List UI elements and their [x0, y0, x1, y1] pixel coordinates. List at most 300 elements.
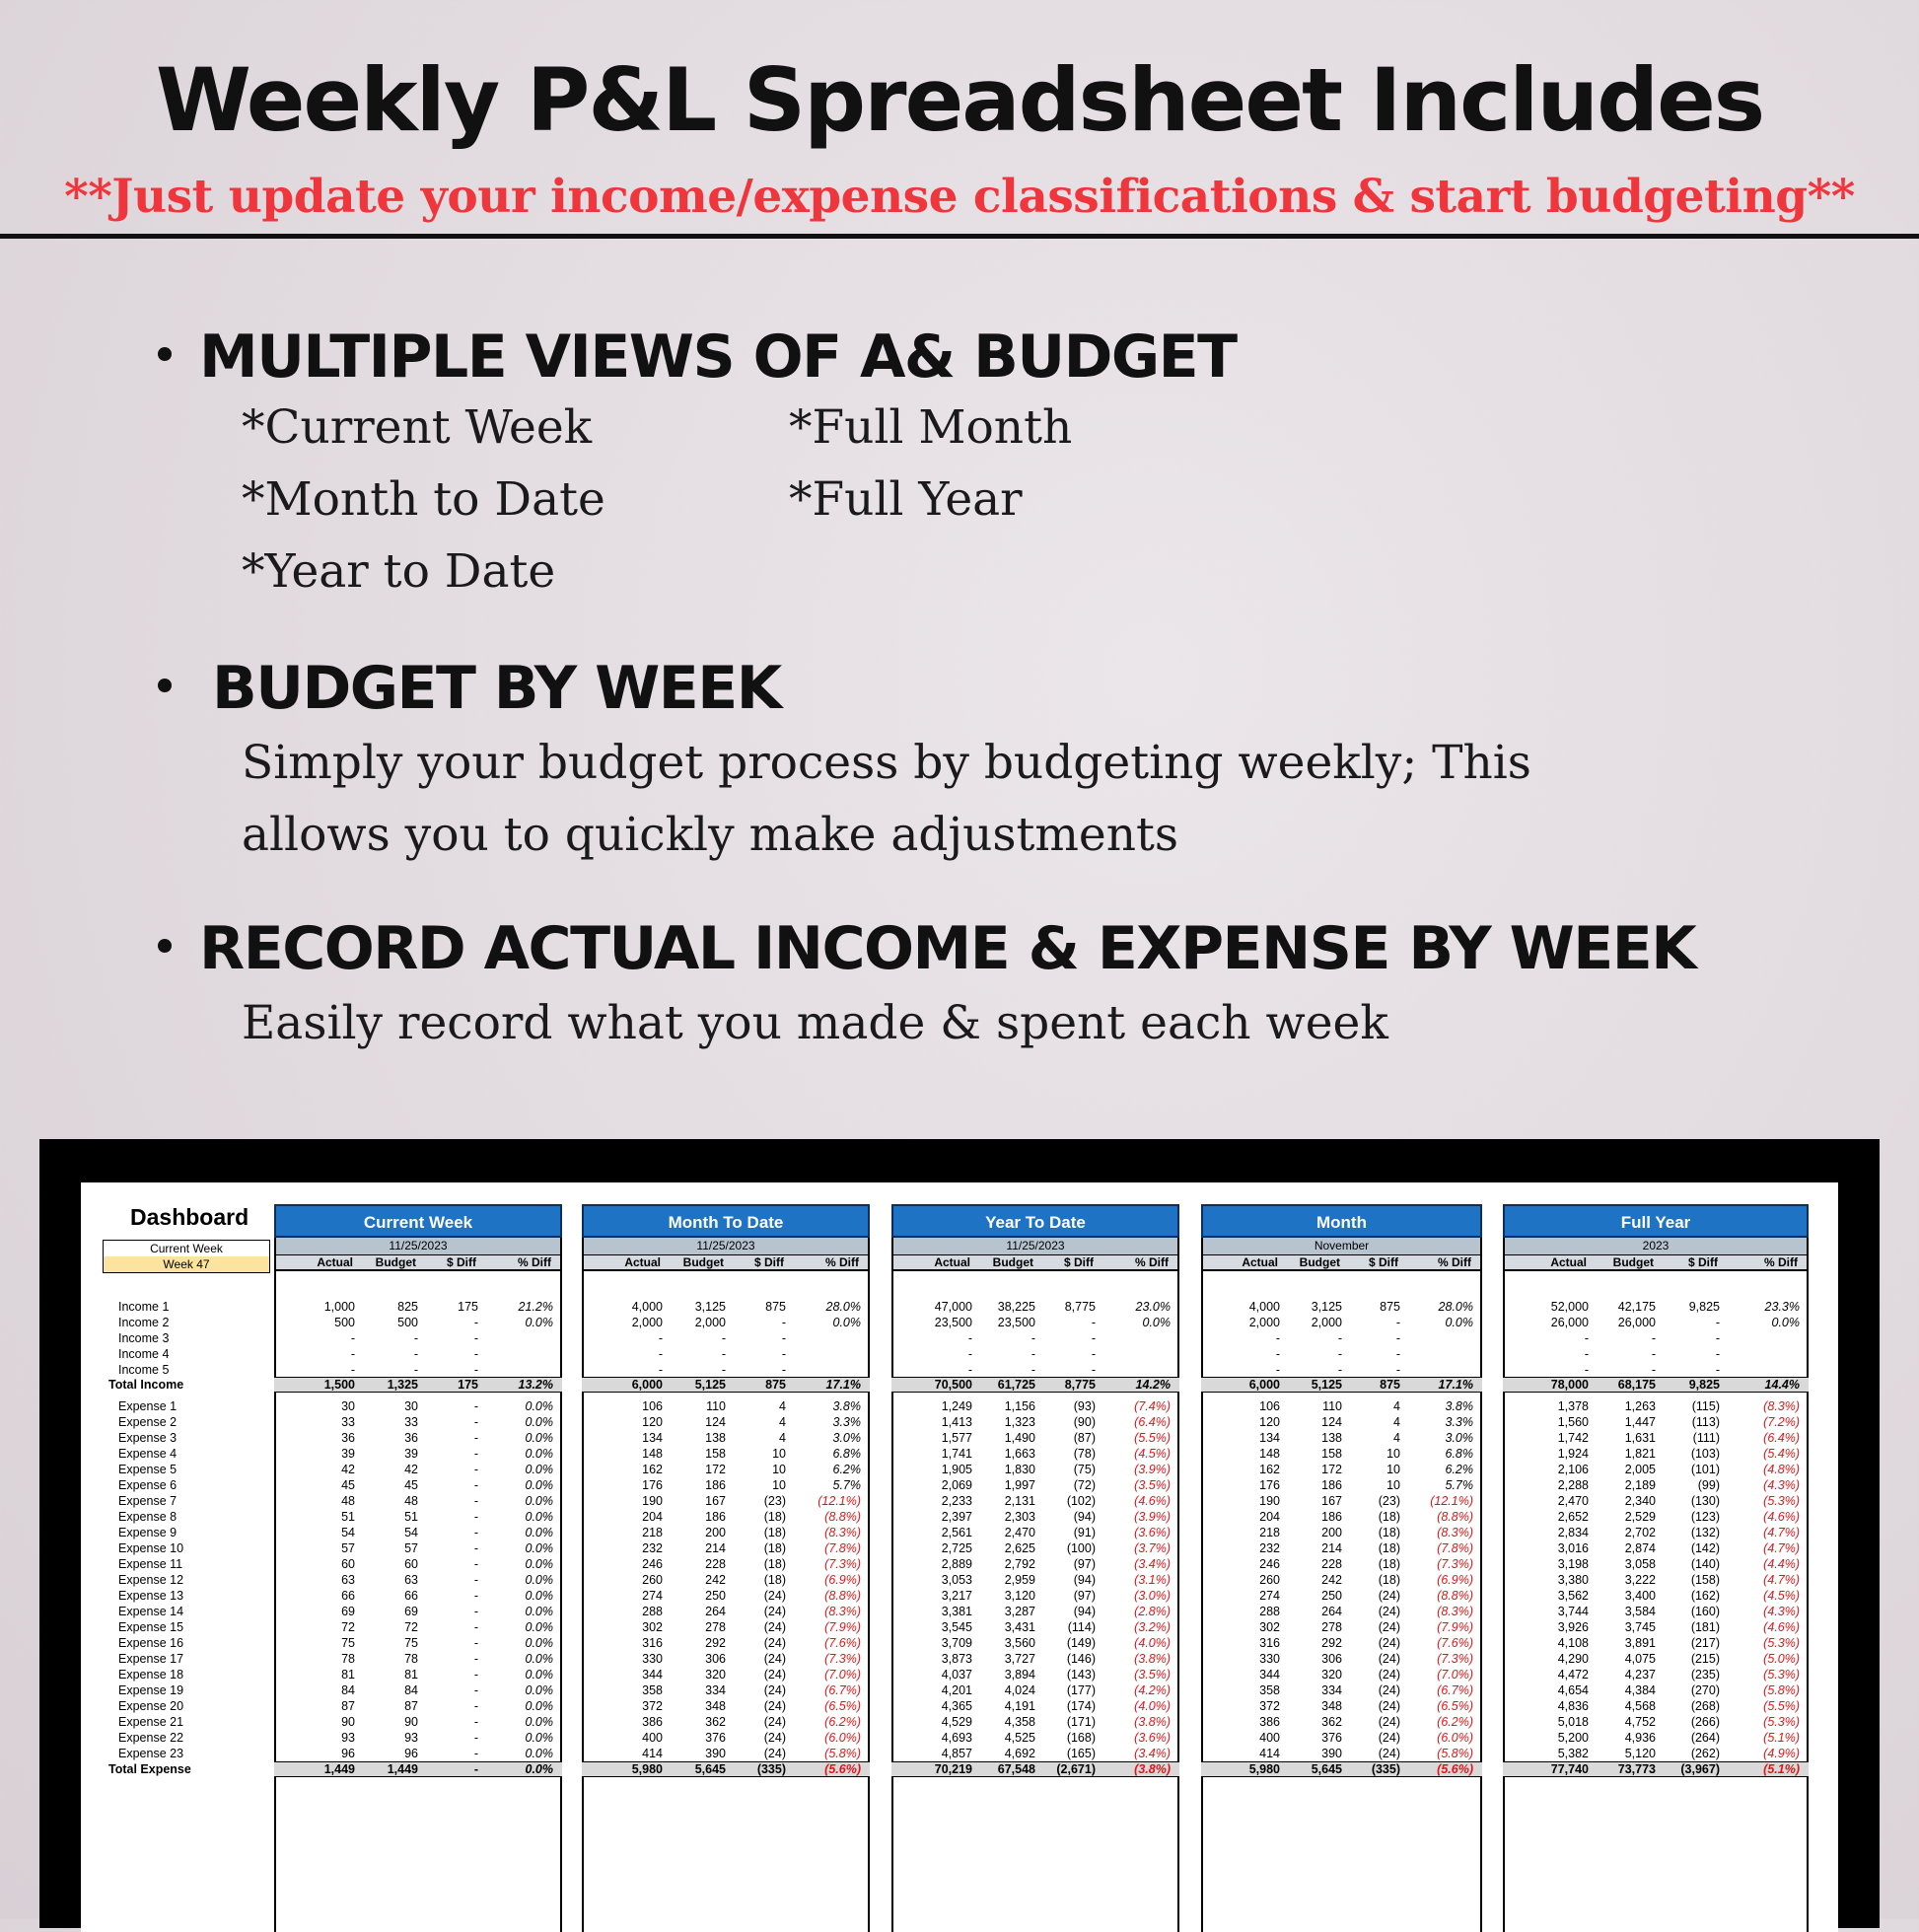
table-cell: - [967, 1363, 972, 1377]
table-cell: (7.0%) [1437, 1668, 1473, 1682]
table-cell: 292 [705, 1636, 726, 1650]
table-cell: (18) [1378, 1541, 1400, 1555]
table-cell: 0.0% [525, 1463, 553, 1476]
table-cell: 60 [404, 1557, 418, 1571]
table-cell: 23,500 [997, 1316, 1035, 1329]
table-cell: (8.8%) [1437, 1589, 1473, 1603]
row-label: Total Expense [108, 1762, 191, 1776]
table-cell: 90 [404, 1715, 418, 1729]
table-cell: 1,577 [941, 1431, 972, 1445]
table-cell: - [413, 1363, 418, 1377]
table-cell: 106 [1259, 1399, 1280, 1413]
table-cell: 2,189 [1624, 1478, 1656, 1492]
table-cell: - [473, 1510, 478, 1524]
total-expense-band [274, 1761, 562, 1777]
table-cell: 6.2% [1445, 1463, 1473, 1476]
table-cell: 2,340 [1624, 1494, 1656, 1508]
table-cell: 376 [705, 1731, 726, 1745]
table-cell: (3.8%) [1134, 1715, 1171, 1729]
table-cell: 3,380 [1557, 1573, 1589, 1587]
table-cell: 1,741 [941, 1447, 972, 1461]
table-cell: (142) [1690, 1541, 1720, 1555]
table-cell: 246 [1259, 1557, 1280, 1571]
table-cell: 84 [404, 1683, 418, 1697]
table-cell: (5.1%) [1763, 1731, 1800, 1745]
table-cell: - [473, 1541, 478, 1555]
table-cell: (6.2%) [824, 1715, 861, 1729]
table-cell: (5.0%) [1763, 1652, 1800, 1666]
table-cell: 288 [642, 1605, 663, 1618]
table-cell: (123) [1690, 1510, 1720, 1524]
feature-title: BUDGET BY WEEK [212, 654, 781, 723]
table-cell: 6.8% [832, 1447, 861, 1461]
table-cell: (5.8%) [824, 1747, 861, 1760]
table-cell: (132) [1690, 1526, 1720, 1539]
table-cell: 28.0% [825, 1300, 861, 1314]
table-cell: (165) [1066, 1747, 1096, 1760]
column-header: $ Diff [754, 1255, 784, 1269]
table-cell: - [350, 1331, 355, 1345]
dashboard-block-year-to-date [891, 1204, 1179, 1932]
table-cell: 3,562 [1557, 1589, 1589, 1603]
table-cell: (24) [763, 1589, 786, 1603]
table-cell: 2,874 [1624, 1541, 1656, 1555]
table-cell: 288 [1259, 1605, 1280, 1618]
table-cell: 278 [705, 1620, 726, 1634]
table-cell: 2,470 [1004, 1526, 1035, 1539]
table-cell: 4,000 [1248, 1300, 1280, 1314]
table-cell: - [781, 1331, 786, 1345]
table-cell: 3,198 [1557, 1557, 1589, 1571]
table-cell: 28.0% [1438, 1300, 1473, 1314]
table-cell: 500 [397, 1316, 418, 1329]
table-cell: (18) [1378, 1526, 1400, 1539]
table-cell: (24) [763, 1636, 786, 1650]
table-cell: (23) [763, 1494, 786, 1508]
table-cell: 264 [1321, 1605, 1342, 1618]
table-cell: (6.2%) [1437, 1715, 1473, 1729]
table-cell: (3.0%) [1134, 1589, 1171, 1603]
row-label: Expense 2 [118, 1415, 178, 1429]
table-cell: - [1091, 1363, 1096, 1377]
table-cell: 190 [1259, 1494, 1280, 1508]
row-label: Expense 22 [118, 1731, 184, 1745]
table-cell: - [473, 1620, 478, 1634]
week-selector[interactable]: Week 47 [103, 1256, 270, 1273]
table-cell: - [413, 1347, 418, 1361]
table-cell: 5,980 [631, 1762, 663, 1776]
table-cell: 45 [404, 1478, 418, 1492]
table-cell: 54 [341, 1526, 355, 1539]
table-cell: 246 [642, 1557, 663, 1571]
column-header: Budget [375, 1255, 416, 1269]
row-label: Expense 9 [118, 1526, 178, 1539]
table-cell: (3,967) [1680, 1762, 1720, 1776]
table-cell: 33 [341, 1415, 355, 1429]
row-label: Expense 14 [118, 1605, 184, 1618]
table-cell: (111) [1692, 1431, 1720, 1445]
table-cell: - [1715, 1331, 1720, 1345]
table-cell: 0.0% [1142, 1316, 1171, 1329]
table-cell: 2,959 [1004, 1573, 1035, 1587]
table-cell: - [1584, 1331, 1589, 1345]
block-body [274, 1271, 562, 1932]
table-cell: 4,568 [1624, 1699, 1656, 1713]
table-cell: 2,834 [1557, 1526, 1589, 1539]
table-cell: (266) [1690, 1715, 1720, 1729]
table-cell: (7.3%) [824, 1557, 861, 1571]
table-cell: 3,381 [941, 1605, 972, 1618]
table-cell: 372 [1259, 1699, 1280, 1713]
table-cell: 3.3% [1445, 1415, 1473, 1429]
column-header: % Diff [1438, 1255, 1471, 1269]
column-header: Actual [1242, 1255, 1278, 1269]
table-cell: (2,671) [1056, 1762, 1096, 1776]
table-cell: (8.3%) [1437, 1605, 1473, 1618]
table-cell: (24) [1378, 1636, 1400, 1650]
table-cell: 1,742 [1557, 1431, 1589, 1445]
table-cell: 2,000 [694, 1316, 726, 1329]
table-cell: 320 [1321, 1668, 1342, 1682]
table-cell: 3,058 [1624, 1557, 1656, 1571]
dashboard-title: Dashboard [130, 1204, 249, 1230]
table-cell: 4,836 [1557, 1699, 1589, 1713]
table-cell: (262) [1690, 1747, 1720, 1760]
table-cell: 4,201 [941, 1683, 972, 1697]
table-cell: (5.3%) [1763, 1715, 1800, 1729]
table-cell: (18) [763, 1510, 786, 1524]
table-cell: 1,821 [1624, 1447, 1656, 1461]
table-cell: 87 [341, 1699, 355, 1713]
table-cell: 334 [1321, 1683, 1342, 1697]
table-cell: - [350, 1347, 355, 1361]
feature-description: Easily record what you made & spent each week [242, 996, 1388, 1050]
table-cell: 0.0% [525, 1399, 553, 1413]
table-cell: 66 [404, 1589, 418, 1603]
column-header: % Diff [518, 1255, 551, 1269]
table-cell: 72 [341, 1620, 355, 1634]
table-cell: 0.0% [525, 1573, 553, 1587]
table-cell: (5.8%) [1763, 1683, 1800, 1697]
table-cell: 218 [642, 1526, 663, 1539]
table-cell: (24) [763, 1731, 786, 1745]
table-cell: (6.7%) [824, 1683, 861, 1697]
view-item: *Full Year [789, 472, 1023, 527]
column-header: Budget [682, 1255, 724, 1269]
table-cell: (5.5%) [1763, 1699, 1800, 1713]
table-cell: (4.6%) [1134, 1494, 1171, 1508]
table-cell: 10 [772, 1463, 786, 1476]
table-cell: (7.8%) [824, 1541, 861, 1555]
total-income-band [1503, 1377, 1809, 1393]
table-cell: 42,175 [1617, 1300, 1656, 1314]
table-cell: 0.0% [525, 1731, 553, 1745]
table-cell: (158) [1690, 1573, 1720, 1587]
table-cell: 186 [1321, 1478, 1342, 1492]
table-cell: 51 [404, 1510, 418, 1524]
table-cell: 4,000 [631, 1300, 663, 1314]
table-cell: 306 [1321, 1652, 1342, 1666]
table-cell: 4,358 [1004, 1715, 1035, 1729]
table-cell: - [1031, 1331, 1035, 1345]
table-cell: (24) [763, 1747, 786, 1760]
feature-title: RECORD ACTUAL INCOME & EXPENSE BY WEEK [199, 914, 1696, 983]
table-cell: 232 [642, 1541, 663, 1555]
table-cell: 3,744 [1557, 1605, 1589, 1618]
table-cell: 3.8% [1445, 1399, 1473, 1413]
table-cell: 330 [1259, 1652, 1280, 1666]
table-cell: 2,702 [1624, 1526, 1656, 1539]
table-cell: - [781, 1316, 786, 1329]
table-cell: 172 [1321, 1463, 1342, 1476]
table-cell: (8.8%) [824, 1510, 861, 1524]
table-cell: 69 [404, 1605, 418, 1618]
table-cell: 306 [705, 1652, 726, 1666]
table-cell: 4,037 [941, 1668, 972, 1682]
view-item: *Current Week [242, 400, 593, 455]
table-cell: 3,400 [1624, 1589, 1656, 1603]
table-cell: 106 [642, 1399, 663, 1413]
table-cell: (3.1%) [1134, 1573, 1171, 1587]
table-cell: - [1395, 1316, 1400, 1329]
table-cell: (87) [1073, 1431, 1096, 1445]
row-label: Expense 8 [118, 1510, 178, 1524]
table-cell: (94) [1073, 1605, 1096, 1618]
row-label: Expense 1 [118, 1399, 178, 1413]
table-cell: 4,654 [1557, 1683, 1589, 1697]
table-cell: 13.2% [518, 1378, 553, 1392]
table-cell: - [473, 1762, 478, 1776]
table-cell: - [473, 1683, 478, 1697]
table-cell: (7.3%) [1437, 1652, 1473, 1666]
table-cell: 5,125 [1311, 1378, 1342, 1392]
table-cell: - [1275, 1363, 1280, 1377]
table-cell: 38,225 [997, 1300, 1035, 1314]
table-cell: 26,000 [1617, 1316, 1656, 1329]
table-cell: 0.0% [525, 1589, 553, 1603]
table-cell: 4,108 [1557, 1636, 1589, 1650]
table-cell: (168) [1066, 1731, 1096, 1745]
feature-description: Simply your budget process by budgeting weekly; This [242, 736, 1531, 790]
table-cell: 9,825 [1688, 1378, 1720, 1392]
table-cell: 23,500 [934, 1316, 972, 1329]
table-cell: 4,752 [1624, 1715, 1656, 1729]
table-cell: (7.6%) [1437, 1636, 1473, 1650]
table-cell: 0.0% [525, 1636, 553, 1650]
table-cell: 358 [642, 1683, 663, 1697]
table-cell: 1,490 [1004, 1431, 1035, 1445]
table-cell: (3.4%) [1134, 1747, 1171, 1760]
table-cell: 10 [1386, 1478, 1400, 1492]
table-cell: - [413, 1331, 418, 1345]
table-cell: 4,290 [1557, 1652, 1589, 1666]
table-cell: 348 [1321, 1699, 1342, 1713]
table-cell: (4.3%) [1763, 1478, 1800, 1492]
table-cell: (102) [1066, 1494, 1096, 1508]
table-cell: - [658, 1347, 663, 1361]
table-cell: 875 [765, 1378, 786, 1392]
table-cell: 148 [642, 1447, 663, 1461]
table-cell: 158 [705, 1447, 726, 1461]
table-cell: 2,005 [1624, 1463, 1656, 1476]
table-cell: 3,584 [1624, 1605, 1656, 1618]
table-cell: 10 [1386, 1447, 1400, 1461]
table-cell: 4 [1393, 1431, 1400, 1445]
table-cell: 2,069 [941, 1478, 972, 1492]
table-cell: - [473, 1347, 478, 1361]
table-cell: 200 [1321, 1526, 1342, 1539]
table-cell: (24) [1378, 1715, 1400, 1729]
table-cell: (4.7%) [1763, 1541, 1800, 1555]
column-header: Budget [1612, 1255, 1654, 1269]
table-cell: (7.9%) [824, 1620, 861, 1634]
table-cell: - [1395, 1363, 1400, 1377]
table-cell: - [473, 1399, 478, 1413]
table-cell: 4 [779, 1399, 786, 1413]
column-headers [582, 1254, 870, 1271]
table-cell: 1,924 [1557, 1447, 1589, 1461]
table-cell: 344 [1259, 1668, 1280, 1682]
table-cell: 60 [341, 1557, 355, 1571]
table-cell: 1,631 [1624, 1431, 1656, 1445]
table-cell: 66 [341, 1589, 355, 1603]
table-cell: (6.9%) [1437, 1573, 1473, 1587]
row-label: Income 2 [118, 1316, 170, 1329]
table-cell: 4,525 [1004, 1731, 1035, 1745]
table-cell: (115) [1691, 1399, 1720, 1413]
table-cell: 2,000 [1311, 1316, 1342, 1329]
table-cell: - [473, 1463, 478, 1476]
table-cell: 8,775 [1064, 1300, 1096, 1314]
table-cell: 204 [642, 1510, 663, 1524]
table-cell: 81 [341, 1668, 355, 1682]
block-date: 11/25/2023 [891, 1238, 1179, 1254]
table-cell: 70,219 [934, 1762, 972, 1776]
table-cell: (24) [763, 1715, 786, 1729]
row-label: Income 1 [118, 1300, 170, 1314]
table-cell: (171) [1066, 1715, 1096, 1729]
block-header: Year To Date [891, 1204, 1179, 1238]
table-cell: 172 [705, 1463, 726, 1476]
table-cell: - [1651, 1331, 1656, 1345]
table-cell: (24) [763, 1620, 786, 1634]
table-cell: (5.4%) [1763, 1447, 1800, 1461]
table-cell: 4 [779, 1431, 786, 1445]
table-cell: 69 [341, 1605, 355, 1618]
table-cell: - [1275, 1331, 1280, 1345]
table-cell: 6.8% [1445, 1447, 1473, 1461]
table-cell: 242 [705, 1573, 726, 1587]
table-cell: (7.3%) [824, 1652, 861, 1666]
table-cell: 0.0% [525, 1652, 553, 1666]
table-cell: 1,325 [387, 1378, 418, 1392]
table-cell: 78,000 [1550, 1378, 1589, 1392]
table-cell: (18) [763, 1526, 786, 1539]
column-headers [891, 1254, 1179, 1271]
table-cell: - [1651, 1347, 1656, 1361]
table-cell: 3,222 [1624, 1573, 1656, 1587]
table-cell: - [473, 1494, 478, 1508]
table-cell: 6.2% [832, 1463, 861, 1476]
page-title: Weekly P&L Spreadsheet Includes [155, 49, 1764, 151]
table-cell: (3.8%) [1134, 1762, 1171, 1776]
table-cell: 344 [642, 1668, 663, 1682]
table-cell: (4.5%) [1763, 1589, 1800, 1603]
table-cell: 4,024 [1004, 1683, 1035, 1697]
table-cell: 61,725 [997, 1378, 1035, 1392]
table-cell: 386 [1259, 1715, 1280, 1729]
table-cell: 148 [1259, 1447, 1280, 1461]
table-cell: 875 [1380, 1378, 1400, 1392]
feature-record-actual [0, 909, 1919, 1050]
table-cell: 264 [705, 1605, 726, 1618]
table-cell: 47,000 [934, 1300, 972, 1314]
table-cell: 390 [1321, 1747, 1342, 1760]
table-cell: 96 [341, 1747, 355, 1760]
table-cell: (162) [1690, 1589, 1720, 1603]
table-cell: 390 [705, 1747, 726, 1760]
table-cell: 372 [642, 1699, 663, 1713]
table-cell: (91) [1073, 1526, 1096, 1539]
table-cell: 90 [341, 1715, 355, 1729]
table-cell: 5,125 [694, 1378, 726, 1392]
table-cell: - [473, 1447, 478, 1461]
table-cell: 0.0% [525, 1715, 553, 1729]
table-cell: 36 [341, 1431, 355, 1445]
view-item: *Month to Date [242, 472, 605, 527]
table-cell: 26,000 [1550, 1316, 1589, 1329]
table-cell: 3.3% [832, 1415, 861, 1429]
table-cell: (24) [1378, 1683, 1400, 1697]
table-cell: 4 [1393, 1415, 1400, 1429]
table-cell: 3,125 [694, 1300, 726, 1314]
table-cell: 54 [404, 1526, 418, 1539]
row-label: Income 3 [118, 1331, 170, 1345]
column-header: $ Diff [1064, 1255, 1094, 1269]
table-cell: 5,382 [1557, 1747, 1589, 1760]
table-cell: (2.8%) [1134, 1605, 1171, 1618]
table-cell: (140) [1690, 1557, 1720, 1571]
table-cell: 348 [705, 1699, 726, 1713]
table-cell: 73,773 [1617, 1762, 1656, 1776]
table-cell: 2,000 [631, 1316, 663, 1329]
table-cell: 3,545 [941, 1620, 972, 1634]
block-header: Month [1201, 1204, 1482, 1238]
table-cell: (217) [1690, 1636, 1720, 1650]
table-cell: (24) [763, 1668, 786, 1682]
row-label: Expense 18 [118, 1668, 184, 1682]
table-cell: 39 [404, 1447, 418, 1461]
table-cell: 23.0% [1135, 1300, 1171, 1314]
table-cell: (5.6%) [824, 1762, 861, 1776]
column-header: $ Diff [447, 1255, 476, 1269]
column-header: Actual [317, 1255, 353, 1269]
table-cell: - [473, 1668, 478, 1682]
row-label: Expense 20 [118, 1699, 184, 1713]
row-label: Expense 7 [118, 1494, 178, 1508]
table-cell: 218 [1259, 1526, 1280, 1539]
table-cell: 2,106 [1557, 1463, 1589, 1476]
table-cell: - [1031, 1347, 1035, 1361]
table-cell: 77,740 [1550, 1762, 1589, 1776]
table-cell: 67,548 [997, 1762, 1035, 1776]
table-cell: (24) [1378, 1731, 1400, 1745]
table-cell: 250 [1321, 1589, 1342, 1603]
table-cell: 5,200 [1557, 1731, 1589, 1745]
table-cell: 376 [1321, 1731, 1342, 1745]
table-cell: 1,000 [323, 1300, 355, 1314]
table-cell: 2,792 [1004, 1557, 1035, 1571]
